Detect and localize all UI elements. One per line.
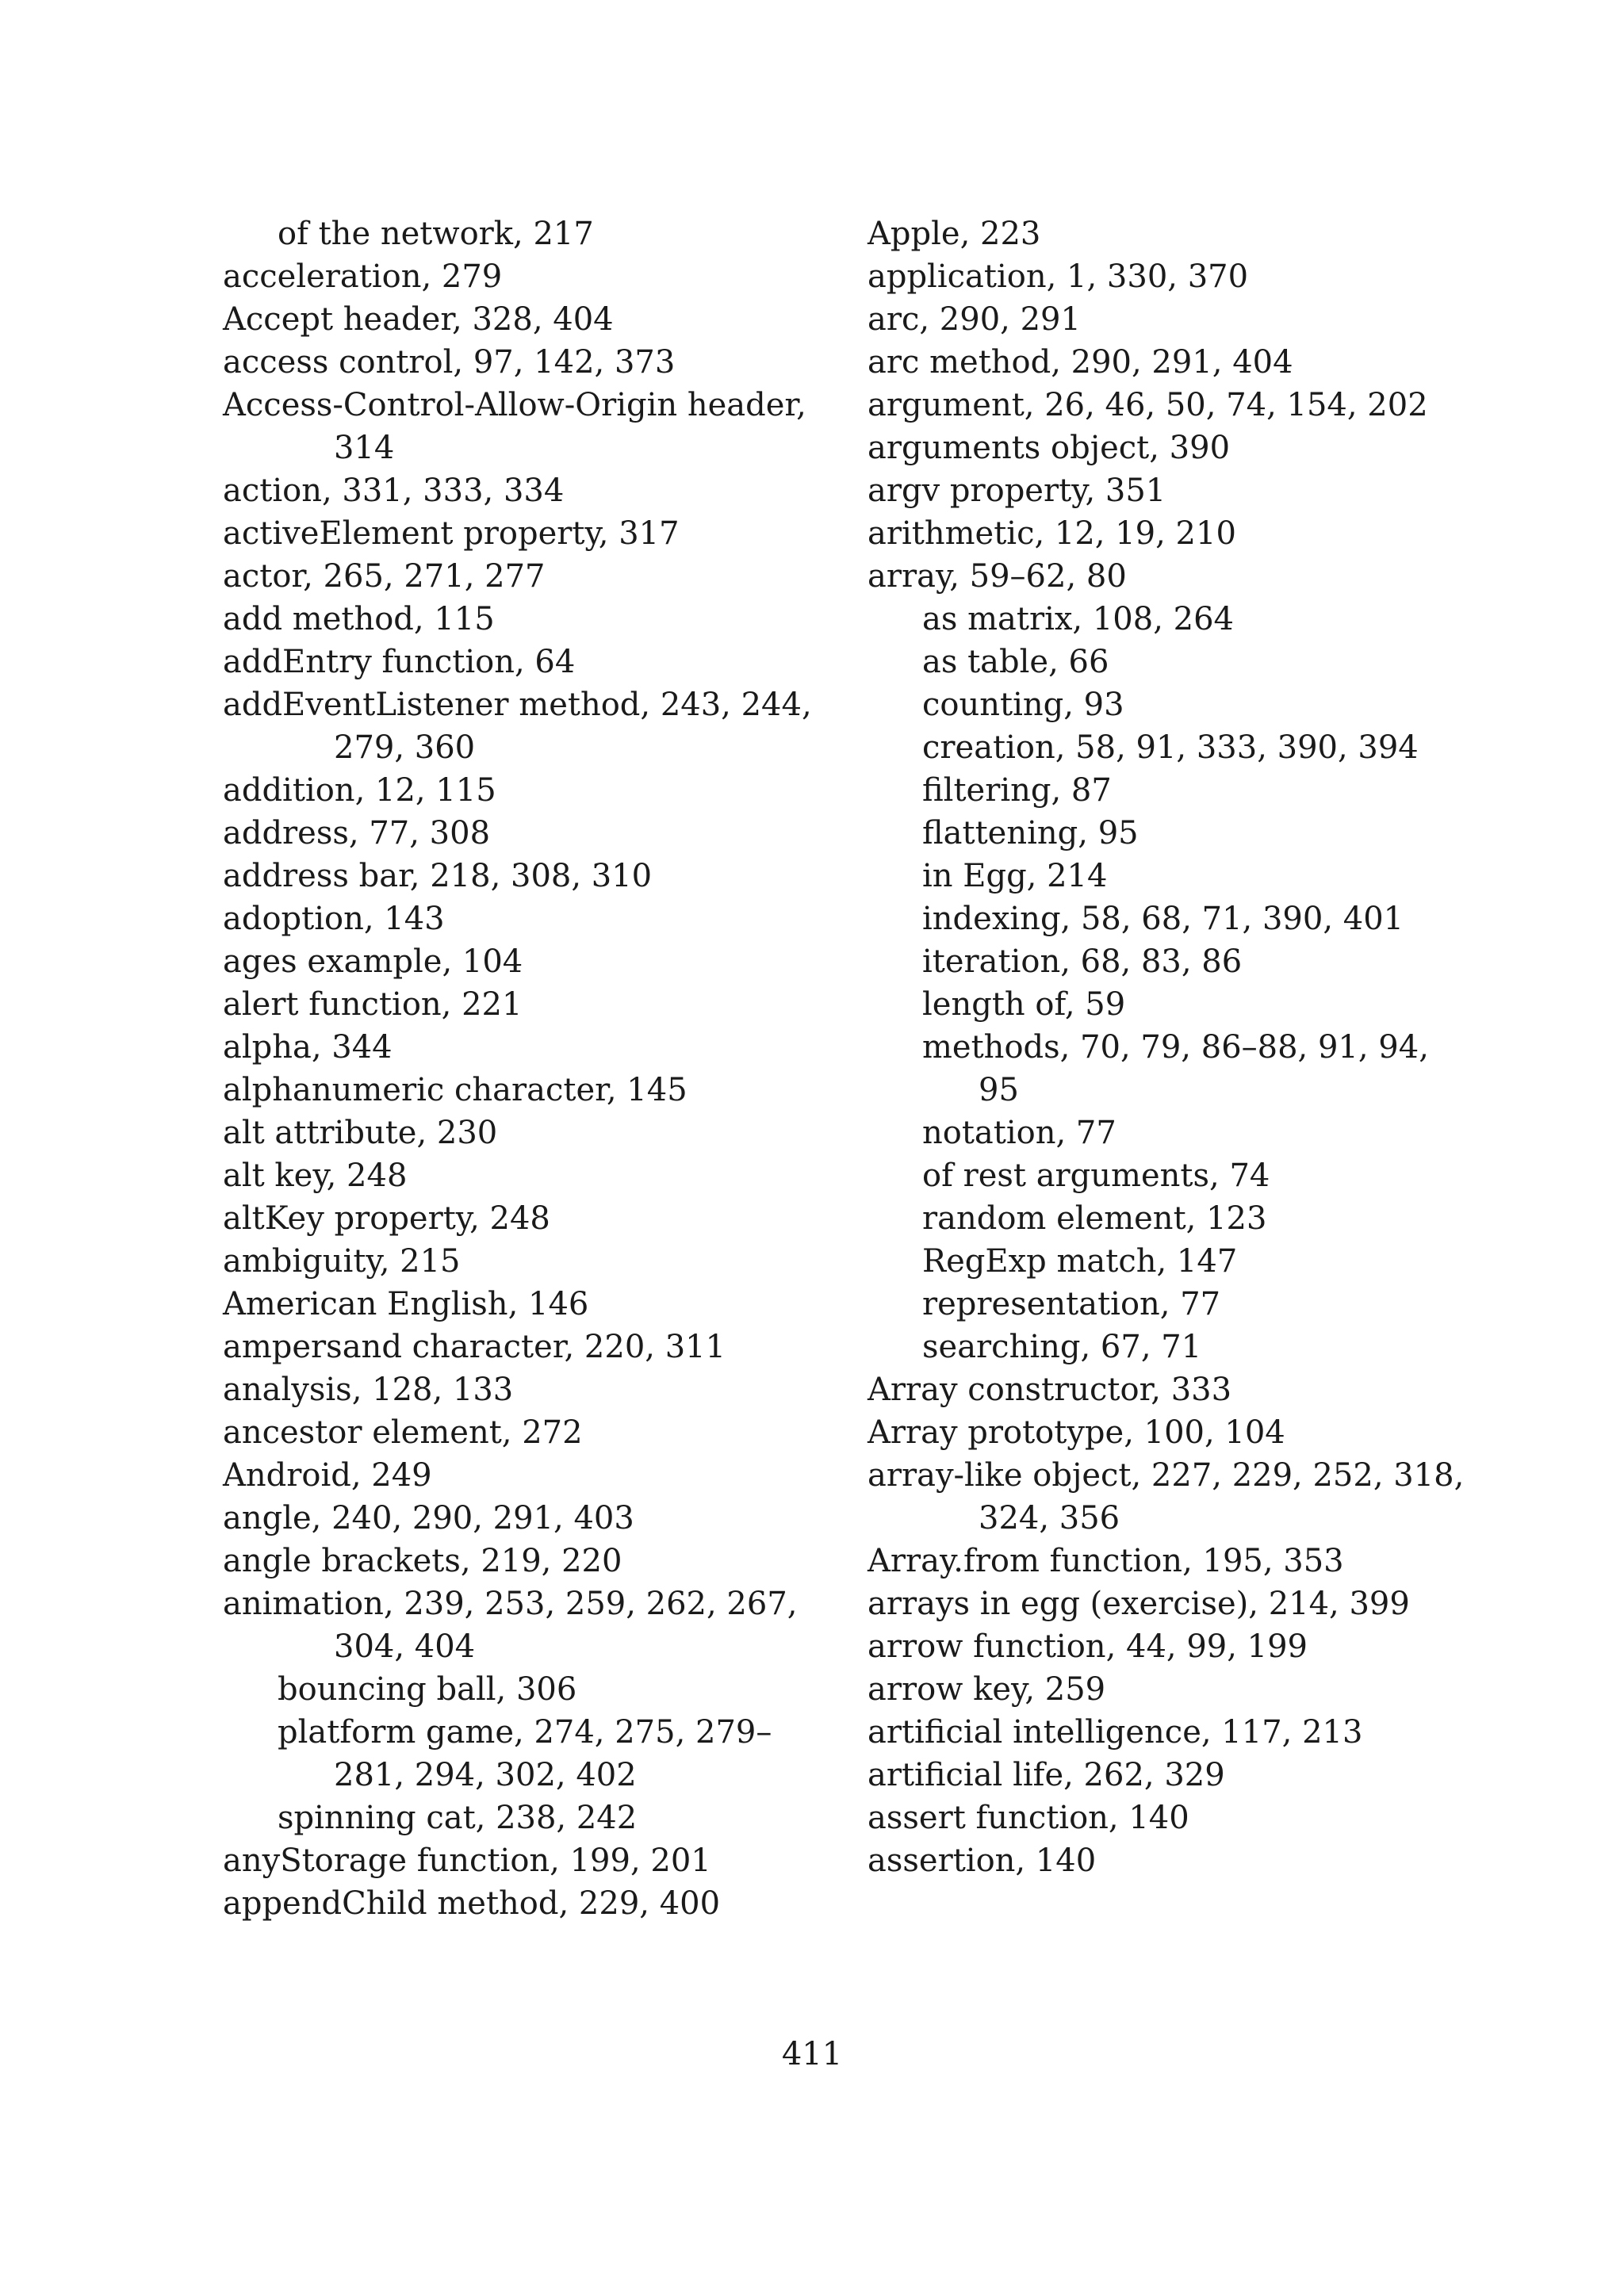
index-entry: searching, 67, 71: [922, 1329, 1202, 1365]
index-entry: anyStorage function, 199, 201: [223, 1843, 711, 1879]
index-entry: activeElement property, 317: [223, 515, 680, 552]
index-entry: addEventListener method, 243, 244,: [223, 687, 812, 723]
page-number: 411: [781, 2036, 843, 2072]
index-entry: as table, 66: [922, 644, 1109, 680]
index-entry: indexing, 58, 68, 71, 390, 401: [922, 901, 1404, 937]
index-entry: Array prototype, 100, 104: [868, 1414, 1285, 1451]
index-entry-continuation: 304, 404: [334, 1628, 476, 1665]
index-entry-continuation: 95: [979, 1072, 1019, 1108]
index-entry: actor, 265, 271, 277: [223, 558, 546, 595]
index-entry: notation, 77: [922, 1115, 1116, 1151]
index-entry: ampersand character, 220, 311: [223, 1329, 726, 1365]
index-entry-continuation: 324, 356: [979, 1500, 1120, 1536]
index-entry: ambiguity, 215: [223, 1243, 461, 1280]
index-entry: random element, 123: [922, 1200, 1267, 1237]
index-entry: counting, 93: [922, 687, 1124, 723]
index-entry: length of, 59: [922, 986, 1126, 1023]
index-entry: of the network, 217: [278, 216, 594, 252]
index-entry: array-like object, 227, 229, 252, 318,: [868, 1457, 1465, 1494]
index-entry: application, 1, 330, 370: [868, 258, 1249, 295]
index-entry: arguments object, 390: [868, 430, 1231, 466]
index-entry: argv property, 351: [868, 473, 1166, 509]
index-entry: action, 331, 333, 334: [223, 473, 565, 509]
index-entry: alphanumeric character, 145: [223, 1072, 688, 1108]
index-entry: add method, 115: [223, 601, 495, 637]
index-entry: arithmetic, 12, 19, 210: [868, 515, 1236, 552]
index-entry: iteration, 68, 83, 86: [922, 943, 1243, 980]
index-entry: address, 77, 308: [223, 815, 491, 851]
index-entry: ancestor element, 272: [223, 1414, 583, 1451]
index-entry: alt key, 248: [223, 1158, 408, 1194]
index-entry: in Egg, 214: [922, 858, 1108, 894]
index-entry: RegExp match, 147: [922, 1243, 1238, 1280]
index-entry: arrow function, 44, 99, 199: [868, 1628, 1308, 1665]
index-entry: bouncing ball, 306: [278, 1671, 577, 1708]
index-entry: arrays in egg (exercise), 214, 399: [868, 1586, 1410, 1622]
index-entry: as matrix, 108, 264: [922, 601, 1234, 637]
index-entry: Apple, 223: [868, 216, 1041, 252]
index-entry: American English, 146: [223, 1286, 589, 1322]
index-entry: filtering, 87: [922, 772, 1112, 809]
index-entry: artificial intelligence, 117, 213: [868, 1714, 1363, 1751]
index-entry-continuation: 279, 360: [334, 729, 476, 766]
index-entry: Accept header, 328, 404: [223, 301, 614, 338]
index-entry: ages example, 104: [223, 943, 523, 980]
index-entry: assert function, 140: [868, 1800, 1189, 1836]
index-entry: arc method, 290, 291, 404: [868, 344, 1293, 381]
index-entry: Array.from function, 195, 353: [868, 1543, 1344, 1579]
index-entry: of rest arguments, 74: [922, 1158, 1270, 1194]
index-entry: array, 59–62, 80: [868, 558, 1127, 595]
index-entry: altKey property, 248: [223, 1200, 550, 1237]
index-entry: platform game, 274, 275, 279–: [278, 1714, 772, 1751]
index-entry: Android, 249: [223, 1457, 432, 1494]
index-entry: access control, 97, 142, 373: [223, 344, 676, 381]
index-entry: addition, 12, 115: [223, 772, 496, 809]
index-entry: acceleration, 279: [223, 258, 503, 295]
index-entry: angle, 240, 290, 291, 403: [223, 1500, 634, 1536]
index-column-right: [868, 212, 1465, 1882]
index-entry: Access-Control-Allow-Origin header,: [223, 387, 806, 423]
index-entry: creation, 58, 91, 333, 390, 394: [922, 729, 1419, 766]
index-entry: adoption, 143: [223, 901, 445, 937]
index-entry: analysis, 128, 133: [223, 1372, 514, 1408]
index-entry: spinning cat, 238, 242: [278, 1800, 638, 1836]
index-entry: artificial life, 262, 329: [868, 1757, 1225, 1793]
index-entry: alert function, 221: [223, 986, 523, 1023]
index-entry: flattening, 95: [922, 815, 1139, 851]
index-entry: arc, 290, 291: [868, 301, 1081, 338]
index-entry: animation, 239, 253, 259, 262, 267,: [223, 1586, 798, 1622]
index-entry: address bar, 218, 308, 310: [223, 858, 653, 894]
index-entry: methods, 70, 79, 86–88, 91, 94,: [922, 1029, 1429, 1066]
index-entry: representation, 77: [922, 1286, 1221, 1322]
index-column-left: [223, 212, 812, 1925]
index-entry-continuation: 281, 294, 302, 402: [334, 1757, 637, 1793]
index-entry-continuation: 314: [334, 430, 395, 466]
index-entry: arrow key, 259: [868, 1671, 1106, 1708]
index-entry: alpha, 344: [223, 1029, 393, 1066]
index-entry: appendChild method, 229, 400: [223, 1885, 721, 1922]
index-entry: angle brackets, 219, 220: [223, 1543, 622, 1579]
index-entry: alt attribute, 230: [223, 1115, 498, 1151]
index-entry: Array constructor, 333: [868, 1372, 1232, 1408]
index-entry: argument, 26, 46, 50, 74, 154, 202: [868, 387, 1428, 423]
index-entry: addEntry function, 64: [223, 644, 576, 680]
index-entry: assertion, 140: [868, 1843, 1097, 1879]
